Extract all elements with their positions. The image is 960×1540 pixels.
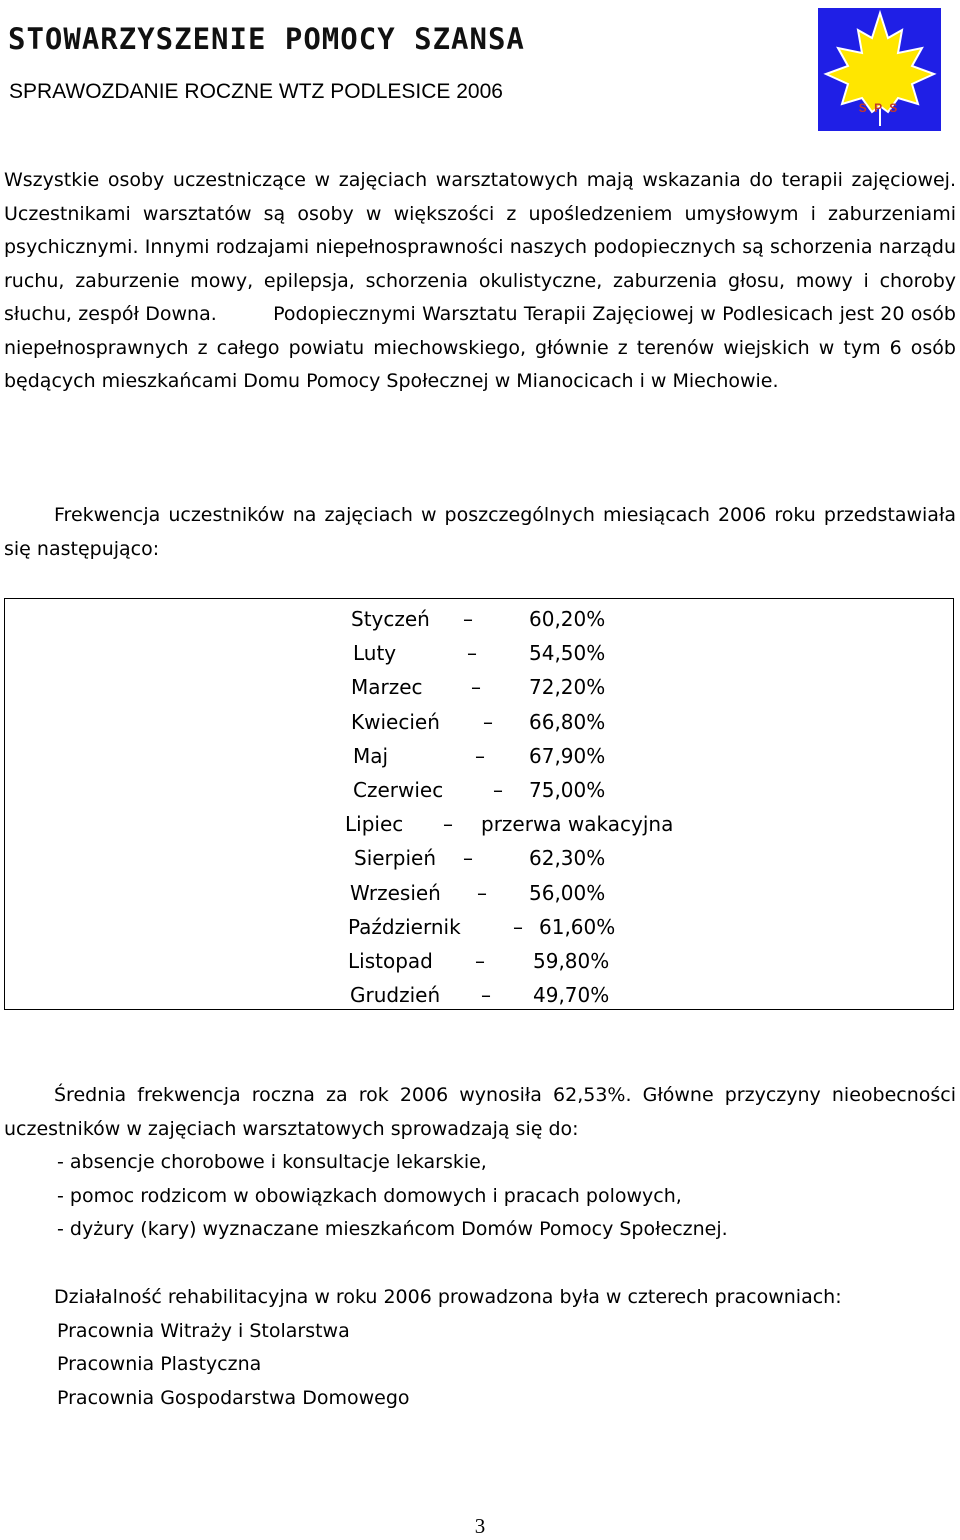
dash-separator: – (477, 880, 487, 905)
attendance-row (5, 978, 955, 1012)
report-title: SPRAWOZDANIE ROCZNE WTZ PODLESICE 2006 (9, 80, 503, 103)
dash-separator: – (463, 607, 473, 631)
dash-separator: – (467, 641, 477, 666)
intro-text: Wszystkie osoby uczestniczące w zajęciach warsztatowych mają wskazania do terapii zajęciowej. Uczestnikami warsztatów są osoby w większości z upośledzeniem umysłowym i zaburzeniami psychicznymi. Innymi rodzajami niepełnosprawności naszych podopiecznych są schorzenia narządu ruchu, zaburzenie mowy, epilepsja, schorzenia okulistyczne, zaburzenia głosu, mowy i choroby słuchu, zespół Downa. (4, 169, 956, 325)
dash-separator: – (481, 983, 491, 1008)
dash-separator: – (463, 846, 473, 871)
page-number: 3 (474, 1514, 486, 1538)
attendance-row (5, 602, 955, 636)
attendance-row (5, 944, 955, 978)
attendance-value: 56,00% (529, 880, 606, 905)
intro-paragraph (4, 164, 956, 399)
workshop-item: Pracownia Plastyczna (57, 1353, 262, 1375)
dash-separator: – (475, 743, 485, 768)
month-label: Lipiec (345, 812, 404, 837)
attendance-value: przerwa wakacyjna (481, 812, 674, 837)
attendance-row (5, 636, 955, 670)
attendance-row (5, 910, 955, 944)
workshop-item: Pracownia Witraży i Stolarstwa (57, 1319, 350, 1342)
month-label: Luty (353, 641, 397, 666)
intro-text-2: Podopiecznymi Warsztatu Terapii Zajęciowej w Podlesicach jest 20 osób niepełnosprawnych z całego powiatu miechowskiego, głównie z terenów wiejskich w tym 6 osób będących mieszkańcami Domu Pomocy Społecznej w Mianocicach i w Miechowie. (4, 303, 956, 392)
attendance-value: 49,70% (533, 983, 610, 1008)
month-label: Kwiecień (351, 709, 440, 734)
month-label: Listopad (348, 949, 433, 973)
organization-title: STOWARZYSZENIE POMOCY SZANSA (8, 22, 525, 56)
reason-item: - absencje chorobowe i konsultacje lekarskie, (57, 1151, 487, 1173)
attendance-row (5, 705, 955, 739)
month-label: Sierpień (354, 846, 437, 871)
attendance-row (5, 773, 955, 807)
reason-item: - dyżury (kary) wyznaczane mieszkańcom Domów Pomocy Społecznej. (57, 1218, 728, 1240)
attendance-row (5, 807, 955, 841)
month-label: Grudzień (350, 983, 441, 1008)
attendance-value: 66,80% (529, 709, 606, 734)
attendance-value: 59,80% (533, 949, 610, 973)
month-label: Październik (348, 914, 461, 939)
dash-separator: – (443, 812, 453, 837)
dash-separator: – (513, 914, 523, 939)
attendance-row (5, 841, 955, 875)
dash-separator: – (475, 949, 485, 973)
attendance-value: 54,50% (529, 641, 606, 666)
sps-logo (818, 8, 941, 131)
summary-text: Średnia frekwencja roczna za rok 2006 wynosiła 62,53%. Główne przyczyny nieobecności uczestników w zajęciach warsztatowych sprowadzają się do: (4, 1084, 956, 1140)
reason-item: - pomoc rodzicom w obowiązkach domowych i pracach polowych, (57, 1184, 682, 1207)
attendance-value: 72,20% (529, 675, 606, 700)
attendance-row (5, 739, 955, 773)
workshops-intro: Działalność rehabilitacyjna w roku 2006 prowadzona była w czterech pracowniach: (54, 1286, 842, 1308)
workshops-paragraph (4, 1281, 956, 1415)
month-label: Marzec (351, 675, 423, 700)
attendance-row (5, 876, 955, 910)
attendance-value: 67,90% (529, 743, 606, 768)
workshop-item: Pracownia Gospodarstwa Domowego (57, 1386, 410, 1409)
attendance-value: 60,20% (529, 607, 606, 631)
attendance-value: 75,00% (529, 778, 606, 802)
attendance-intro-text: Frekwencja uczestników na zajęciach w poszczególnych miesiącach 2006 roku przedstawiała się następująco: (4, 504, 956, 560)
dash-separator: – (471, 675, 481, 700)
dash-separator: – (493, 778, 503, 802)
attendance-intro (4, 499, 956, 566)
attendance-table (4, 598, 954, 1010)
summary-paragraph (4, 1079, 956, 1247)
month-label: Czerwiec (353, 778, 444, 802)
attendance-row (5, 670, 955, 704)
attendance-value: 62,30% (529, 846, 606, 871)
month-label: Wrzesień (350, 880, 441, 905)
month-label: Maj (353, 743, 389, 768)
dash-separator: – (483, 709, 493, 734)
attendance-value: 61,60% (539, 914, 616, 939)
month-label: Styczeń (351, 607, 430, 631)
logo-text: S P S (858, 101, 900, 115)
